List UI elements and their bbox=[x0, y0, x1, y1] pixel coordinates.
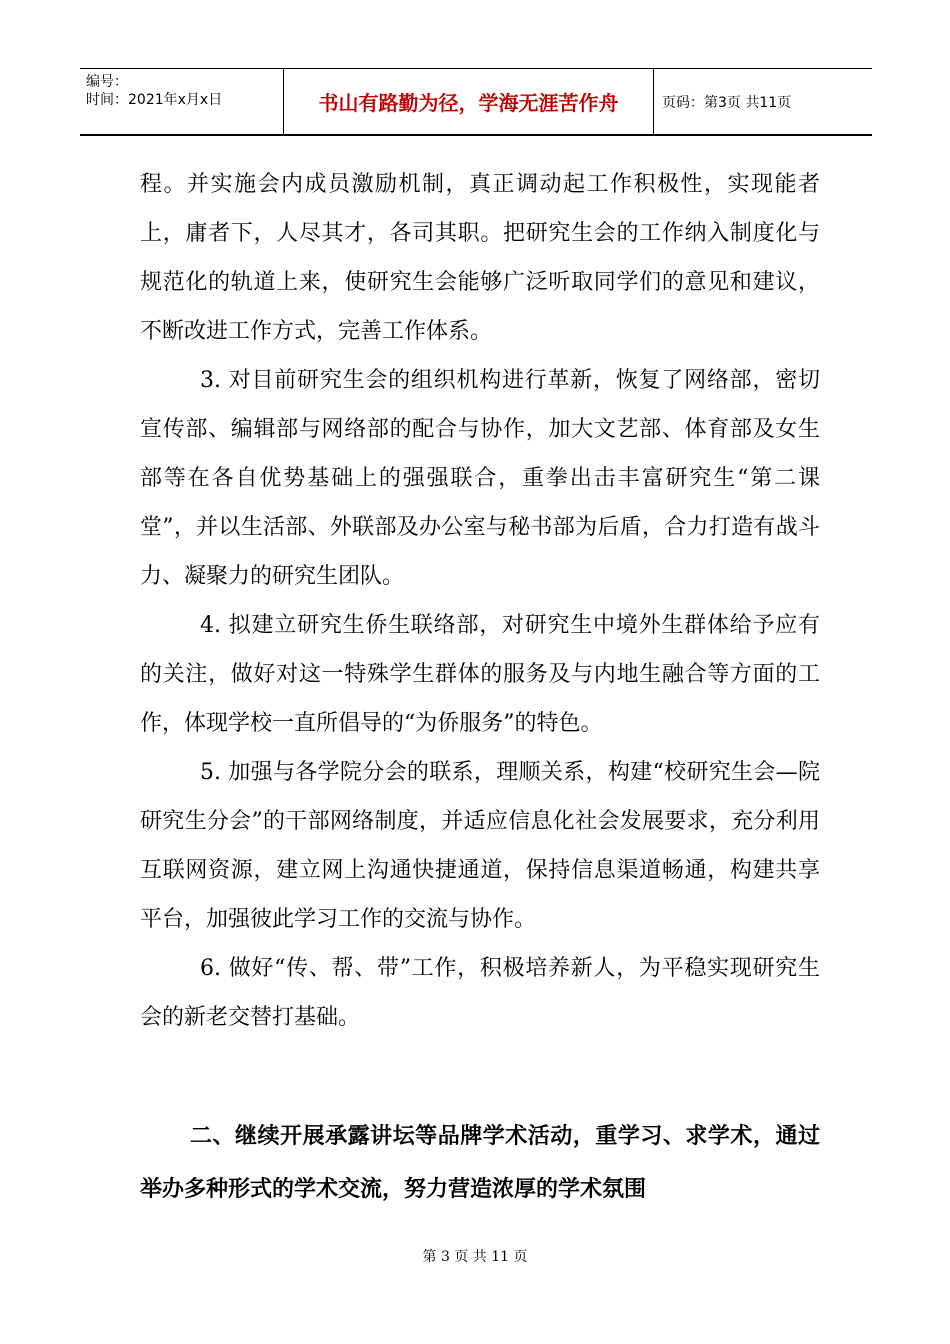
paragraph-item-3: 3. 对目前研究生会的组织机构进行革新，恢复了网络部，密切宣传部、编辑部与网络部的配合与协作，加大文艺部、体育部及女生部等在各自优势基础上的强强联合，重拳出击丰富研究生“第二课堂”，并以生活部、外联部及办公室与秘书部为后盾，合力打造有战斗力、凝聚力的研究生团队。 bbox=[140, 368, 820, 589]
page-footer: 第 3 页 共 11 页 bbox=[422, 1249, 528, 1265]
paragraph-item-6: 6. 做好“传、帮、带”工作，积极培养新人，为平稳实现研究生会的新老交替打基础。 bbox=[140, 956, 820, 1030]
header-page-info: 页码：第3页 共11页 bbox=[662, 94, 792, 111]
paragraph-item-4: 4. 拟建立研究生侨生联络部，对研究生中境外生群体给予应有的关注，做好对这一特殊学生群体的服务及与内地生融合等方面的工作，体现学校一直所倡导的“为侨服务”的特色。 bbox=[140, 613, 820, 736]
paragraph-item-5: 5. 加强与各学院分会的联系，理顺关系，构建“校研究生会—院研究生分会”的干部网络制度，并适应信息化社会发展要求，充分利用互联网资源，建立网上沟通快捷通道，保持信息渠道畅通，构建共享平台，加强彼此学习工作的交流与协作。 bbox=[140, 760, 820, 932]
paragraph-continuation: 程。并实施会内成员激励机制，真正调动起工作积极性，实现能者上，庸者下，人尽其才，各司其职。把研究生会的工作纳入制度化与规范化的轨道上来，使研究生会能够广泛听取同学们的意见和建议，不断改进工作方式，完善工作体系。 bbox=[140, 172, 820, 344]
header-meta bbox=[80, 69, 284, 134]
number-label: 编号： bbox=[86, 74, 128, 90]
section-title-text: 二、继续开展承露讲坛等品牌学术活动，重学习、求学术，通过举办多种形式的学术交流，努力营造浓厚的学术氛围 bbox=[140, 1124, 820, 1202]
document-body bbox=[140, 160, 820, 1042]
header-motto: 书山有路勤为径，学海无涯苦作舟 bbox=[284, 69, 654, 134]
section-heading bbox=[140, 1110, 820, 1216]
page-header bbox=[80, 68, 872, 136]
time-label: 时间：2021年x月x日 bbox=[86, 92, 223, 108]
